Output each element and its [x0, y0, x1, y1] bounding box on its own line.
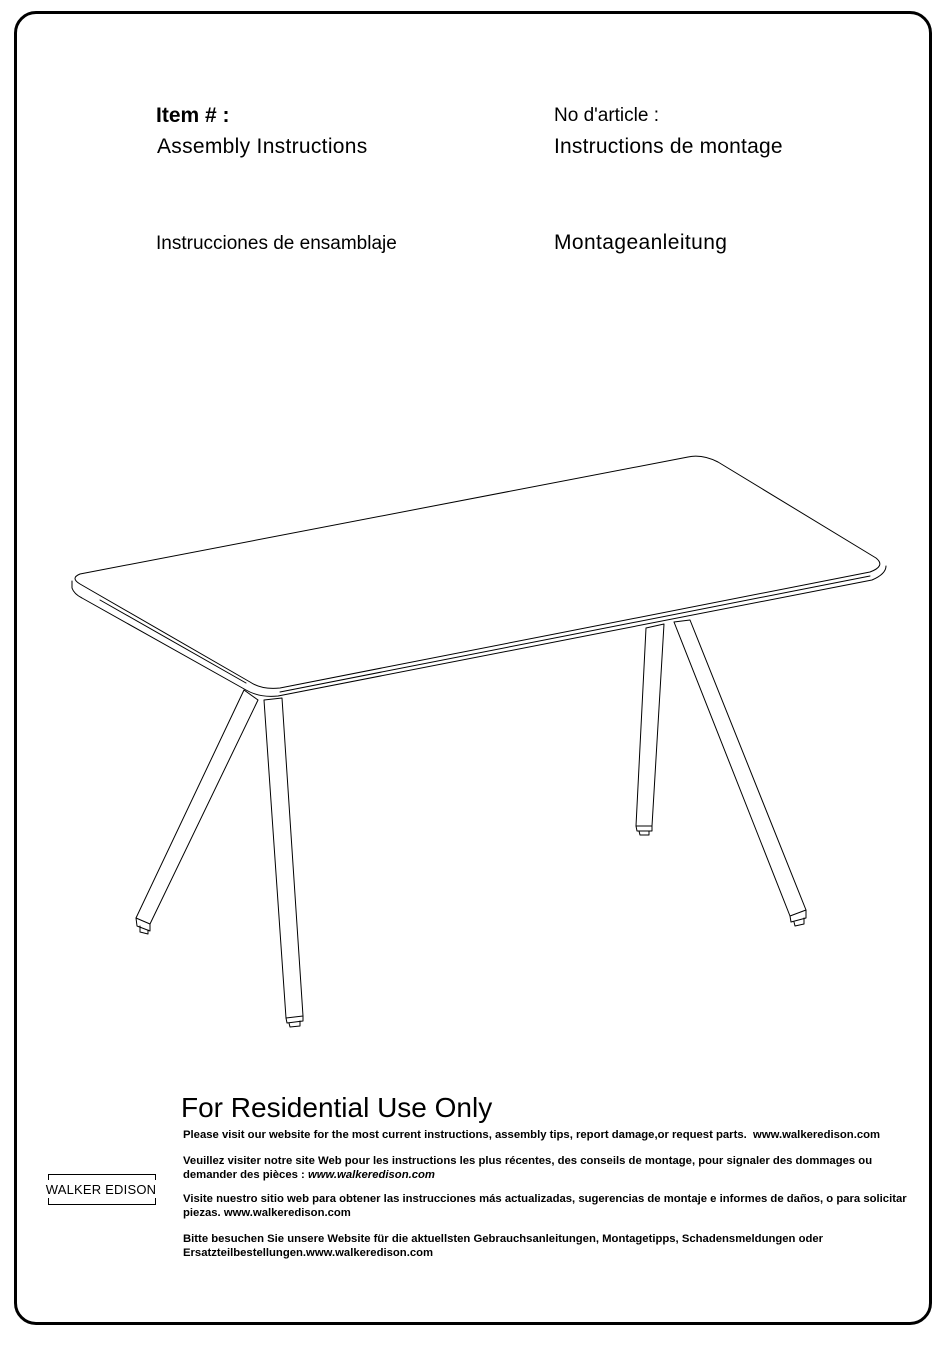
table-leg-back-right — [636, 624, 664, 835]
assembly-instructions-title: Assembly Instructions — [157, 135, 368, 158]
french-notice — [183, 1154, 911, 1182]
german-notice-url[interactable]: www.walkeredison.com — [306, 1247, 434, 1259]
table-top-edge — [72, 566, 886, 696]
table-leg-front-left-angled — [136, 690, 258, 934]
english-notice-text: Please visit our website for the most current instructions, assembly tips, report damage,or request parts. — [183, 1129, 747, 1141]
english-notice-url[interactable]: www.walkeredison.com — [753, 1129, 881, 1141]
french-notice-url[interactable]: www.walkeredison.com — [307, 1169, 435, 1181]
logo-text: WALKER EDISON — [45, 1182, 157, 1197]
residential-use-heading: For Residential Use Only — [181, 1092, 493, 1123]
walker-edison-logo — [42, 1174, 160, 1204]
table-leg-front-right-angled — [674, 620, 806, 926]
spanish-notice-url[interactable]: www.walkeredison.com — [223, 1207, 351, 1219]
logo-top-left-tick — [48, 1174, 49, 1180]
logo-top-rule — [48, 1174, 156, 1175]
french-notice-text: Veuillez visiter notre site Web pour les instructions les plus récentes, des conseils de montage, pour signaler des dommages ou demander des pièces : — [183, 1155, 873, 1181]
logo-bottom-right-tick — [155, 1198, 156, 1204]
instrucciones-title: Instrucciones de ensamblaje — [156, 233, 397, 254]
spanish-notice — [183, 1192, 911, 1220]
table-leg-front-left — [264, 698, 303, 1027]
logo-top-right-tick — [155, 1174, 156, 1180]
logo-bottom-left-tick — [48, 1198, 49, 1204]
item-number-label: Item # : — [156, 104, 230, 127]
german-notice — [183, 1232, 911, 1260]
no-article-label: No d'article : — [554, 105, 660, 126]
german-notice-text: Bitte besuchen Sie unsere Website für die aktuellsten Gebrauchsanleitungen, Montagetipps, Schadensmeldungen oder Ersatzteilbestellungen. — [183, 1233, 824, 1259]
spanish-notice-text: Visite nuestro sitio web para obtener las instrucciones más actualizadas, sugerencias de montaje e informes de daños, o para solicitar piezas. — [183, 1193, 907, 1219]
english-notice — [183, 1128, 911, 1142]
montageanleitung-title: Montageanleitung — [554, 231, 728, 254]
logo-bottom-rule — [48, 1204, 156, 1205]
instructions-de-montage-title: Instructions de montage — [554, 135, 783, 158]
